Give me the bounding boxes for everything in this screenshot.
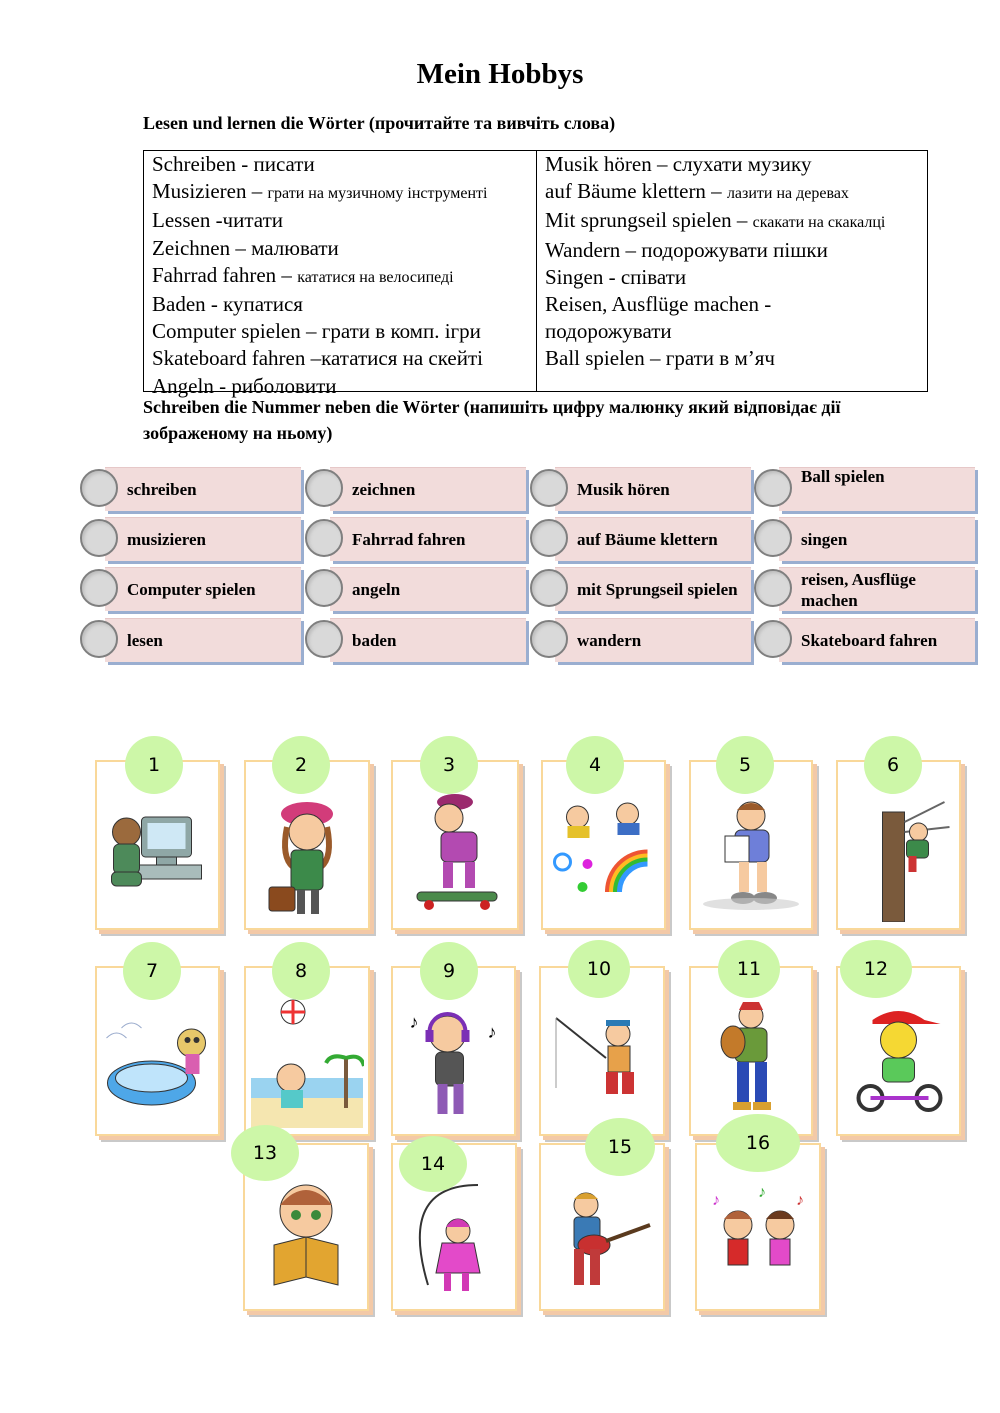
word-card — [779, 567, 975, 611]
word-card-label: zeichnen — [352, 480, 416, 499]
word-card — [779, 517, 975, 561]
page-title: Mein Hobbys — [416, 58, 584, 90]
word-card — [105, 567, 301, 611]
picture-number-badge: 4 — [566, 736, 624, 794]
word-card — [105, 618, 301, 662]
picture-number-badge: 8 — [272, 942, 330, 1000]
vocab-term: Zeichnen – малювати — [152, 235, 339, 260]
picture-number-badge: 13 — [231, 1125, 299, 1181]
answer-number-input[interactable] — [305, 469, 343, 507]
word-card — [330, 517, 526, 561]
word-card-label: mit Sprungseil spielen — [577, 580, 738, 599]
picture-number-badge: 5 — [716, 736, 774, 794]
music-listener-icon — [397, 998, 510, 1128]
word-card-label: Fahrrad fahren — [352, 530, 466, 549]
word-card — [330, 467, 526, 511]
vocab-line — [545, 151, 919, 178]
word-card — [330, 567, 526, 611]
word-card-label: lesen — [127, 631, 163, 650]
word-card-label: angeln — [352, 580, 401, 599]
answer-number-input[interactable] — [80, 569, 118, 607]
instruction-number: Schreiben die Nummer neben die Wörter (напишіть цифру малюнку який відповідає дії зображеному на ньому) — [143, 397, 841, 443]
beach-ball-girl-icon — [250, 998, 364, 1128]
word-card-label: Skateboard fahren — [801, 631, 938, 650]
tricycle-boy-icon — [842, 998, 955, 1128]
vocab-translation-small: лазити на деревах — [726, 185, 849, 203]
word-card-label: Ball spielen — [801, 467, 885, 486]
answer-number-input[interactable] — [530, 469, 568, 507]
word-card — [555, 618, 751, 662]
travel-girl-icon — [250, 792, 364, 922]
word-card-label: singen — [801, 530, 848, 549]
vocab-translation-small: скакати на скакалці — [752, 214, 886, 232]
word-card-label: Musik hören — [577, 480, 670, 499]
vocab-line — [545, 345, 919, 372]
word-card-label: Computer spielen — [127, 580, 256, 599]
writing-boy-icon — [695, 792, 807, 922]
vocab-term: подорожувати — [545, 319, 672, 344]
skateboard-man-icon — [397, 792, 513, 922]
vocab-term: Wandern – подорожувати пішки — [545, 237, 828, 262]
vocab-term: Schreiben - писати — [152, 152, 315, 176]
vocab-line — [152, 262, 528, 291]
svg-text:♪: ♪ — [758, 1184, 766, 1201]
guitar-player-icon — [545, 1175, 659, 1305]
svg-text:♪: ♪ — [796, 1192, 804, 1209]
picture-number-badge: 7 — [123, 942, 181, 1000]
vocab-term: Reisen, Ausflüge machen - — [545, 292, 772, 317]
answer-number-input[interactable] — [530, 569, 568, 607]
answer-number-input[interactable] — [305, 519, 343, 557]
picture-number-badge: 16 — [716, 1114, 800, 1172]
jump-rope-girl-icon — [397, 1175, 511, 1305]
word-card — [779, 618, 975, 662]
vocab-line — [545, 237, 919, 264]
answer-number-input[interactable] — [80, 620, 118, 658]
picture-number-badge: 2 — [272, 736, 330, 794]
pool-child-icon — [101, 998, 214, 1128]
vocab-line — [545, 291, 919, 318]
answer-number-input[interactable] — [305, 620, 343, 658]
picture-number-badge: 3 — [420, 736, 478, 794]
vocab-line — [545, 318, 919, 345]
word-card-label: musizieren — [127, 530, 207, 549]
picture-number-badge: 6 — [864, 736, 922, 794]
vocab-line — [152, 291, 528, 318]
picture-number-badge: 1 — [125, 736, 183, 794]
instruction-read: Lesen und lernen die Wörter (прочитайте та вивчіть слова) — [143, 113, 616, 133]
vocab-term: Musik hören – слухати музику — [545, 152, 812, 176]
drawing-kids-icon — [547, 792, 660, 922]
picture-number-badge: 10 — [568, 940, 630, 998]
vocab-line — [545, 178, 919, 207]
svg-text:♪: ♪ — [487, 1022, 497, 1042]
svg-text:♪: ♪ — [409, 1012, 419, 1032]
vocab-line — [152, 345, 528, 372]
vocab-term: Singen - співати — [545, 264, 687, 289]
vocab-term: Angeln - риболовити — [152, 373, 337, 398]
picture-number-badge: 11 — [718, 940, 780, 998]
vocab-term: Computer spielen – грати в комп. ігри — [152, 319, 481, 344]
hiker-icon — [695, 998, 807, 1128]
vocab-translation-small: кататися на велосипеді — [297, 268, 454, 286]
vocab-translation-small: грати на музичному інструменті — [267, 185, 488, 203]
vocab-line — [152, 151, 528, 178]
vocabulary-column-left — [144, 151, 537, 398]
word-card-label: reisen, Ausflüge machen — [801, 569, 916, 610]
answer-number-input[interactable] — [530, 620, 568, 658]
word-card-label: schreiben — [127, 480, 197, 499]
word-card — [555, 467, 751, 511]
answer-number-input[interactable] — [754, 569, 792, 607]
answer-number-input[interactable] — [530, 519, 568, 557]
fishing-boy-icon — [545, 998, 659, 1128]
word-card — [105, 467, 301, 511]
vocab-term: auf Bäume klettern – — [545, 179, 727, 204]
vocab-term: Fahrrad fahren – — [152, 262, 298, 287]
vocab-term: Lessen -читати — [152, 208, 283, 233]
word-card — [105, 517, 301, 561]
vocab-term: Mit sprungseil spielen – — [545, 208, 753, 233]
answer-number-input[interactable] — [305, 569, 343, 607]
word-card — [330, 618, 526, 662]
vocab-term: Musizieren – — [152, 179, 268, 204]
vocabulary-column-right — [537, 151, 927, 391]
word-card — [779, 467, 975, 511]
answer-number-input[interactable] — [80, 519, 118, 557]
vocab-line — [545, 207, 919, 236]
tree-climber-icon — [842, 792, 955, 922]
word-card — [555, 517, 751, 561]
vocab-line — [152, 318, 528, 345]
word-card-label: auf Bäume klettern — [577, 530, 718, 549]
computer-boy-icon — [101, 792, 214, 922]
singing-kids-icon — [701, 1175, 815, 1305]
picture-number-badge: 12 — [840, 940, 912, 998]
vocab-line — [152, 178, 528, 207]
vocab-term: Baden - купатися — [152, 292, 303, 317]
vocab-line — [545, 264, 919, 291]
word-card-label: baden — [352, 631, 397, 650]
answer-number-input[interactable] — [754, 620, 792, 658]
picture-number-badge: 15 — [585, 1118, 655, 1176]
picture-number-badge: 9 — [420, 942, 478, 1000]
answer-number-input[interactable] — [754, 519, 792, 557]
word-card-label: wandern — [577, 631, 642, 650]
reading-girl-icon — [249, 1175, 363, 1305]
word-card — [555, 567, 751, 611]
vocab-line — [152, 235, 528, 262]
vocabulary-table — [143, 150, 928, 398]
svg-text:♪: ♪ — [712, 1192, 720, 1209]
answer-number-input[interactable] — [754, 469, 792, 507]
answer-number-input[interactable] — [80, 469, 118, 507]
picture-number-badge: 14 — [399, 1136, 467, 1192]
vocab-term: Skateboard fahren –кататися на скейті — [152, 346, 483, 371]
vocab-term: Ball spielen – грати в м’яч — [545, 346, 775, 371]
vocab-line — [152, 207, 528, 234]
